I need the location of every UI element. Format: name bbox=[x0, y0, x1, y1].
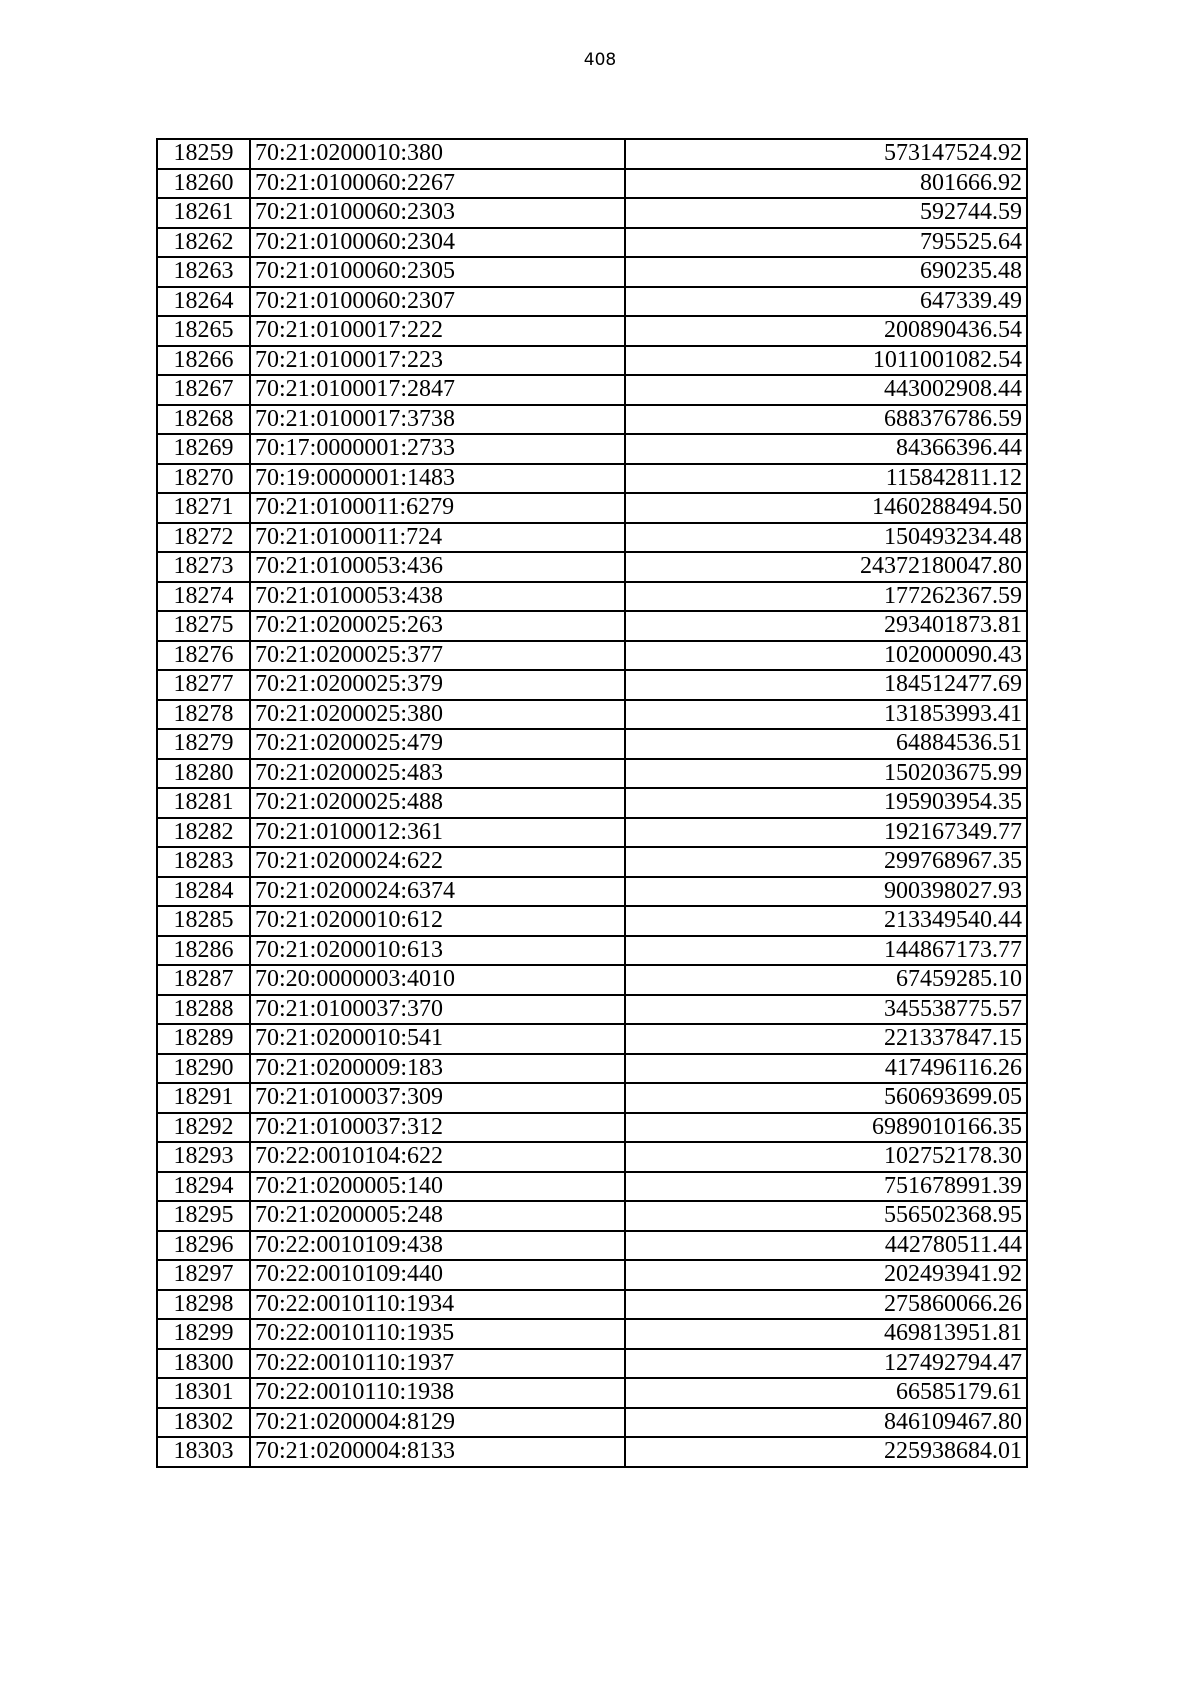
row-number-cell: 18261 bbox=[157, 198, 250, 228]
cadastral-value-cell: 202493941.92 bbox=[625, 1260, 1027, 1290]
table-row bbox=[157, 139, 1027, 169]
row-number-cell: 18278 bbox=[157, 700, 250, 730]
cadastral-number-cell: 70:21:0100060:2307 bbox=[250, 287, 625, 317]
cadastral-number-cell: 70:20:0000003:4010 bbox=[250, 965, 625, 995]
cadastral-number-cell: 70:21:0200009:183 bbox=[250, 1054, 625, 1084]
table-row bbox=[157, 1437, 1027, 1467]
table-row bbox=[157, 552, 1027, 582]
table-row bbox=[157, 1083, 1027, 1113]
row-number-cell: 18283 bbox=[157, 847, 250, 877]
row-number-cell: 18298 bbox=[157, 1290, 250, 1320]
table-row bbox=[157, 818, 1027, 848]
cadastral-number-cell: 70:21:0100017:3738 bbox=[250, 405, 625, 435]
cadastral-value-cell: 213349540.44 bbox=[625, 906, 1027, 936]
row-number-cell: 18277 bbox=[157, 670, 250, 700]
table-row bbox=[157, 316, 1027, 346]
table-row bbox=[157, 464, 1027, 494]
cadastral-number-cell: 70:22:0010104:622 bbox=[250, 1142, 625, 1172]
table-row bbox=[157, 1172, 1027, 1202]
cadastral-number-cell: 70:19:0000001:1483 bbox=[250, 464, 625, 494]
table-row bbox=[157, 287, 1027, 317]
cadastral-value-cell: 150203675.99 bbox=[625, 759, 1027, 789]
cadastral-number-cell: 70:21:0100060:2303 bbox=[250, 198, 625, 228]
cadastral-value-cell: 67459285.10 bbox=[625, 965, 1027, 995]
cadastral-value-cell: 144867173.77 bbox=[625, 936, 1027, 966]
cadastral-value-cell: 6989010166.35 bbox=[625, 1113, 1027, 1143]
row-number-cell: 18289 bbox=[157, 1024, 250, 1054]
cadastral-number-cell: 70:21:0200025:479 bbox=[250, 729, 625, 759]
row-number-cell: 18268 bbox=[157, 405, 250, 435]
cadastral-value-cell: 192167349.77 bbox=[625, 818, 1027, 848]
cadastral-number-cell: 70:21:0200010:380 bbox=[250, 139, 625, 169]
table-row bbox=[157, 877, 1027, 907]
cadastral-value-cell: 131853993.41 bbox=[625, 700, 1027, 730]
cadastral-value-cell: 443002908.44 bbox=[625, 375, 1027, 405]
row-number-cell: 18287 bbox=[157, 965, 250, 995]
cadastral-number-cell: 70:21:0100053:438 bbox=[250, 582, 625, 612]
cadastral-number-cell: 70:21:0100017:223 bbox=[250, 346, 625, 376]
cadastral-value-cell: 127492794.47 bbox=[625, 1349, 1027, 1379]
table-row bbox=[157, 965, 1027, 995]
cadastral-value-cell: 556502368.95 bbox=[625, 1201, 1027, 1231]
cadastral-value-cell: 64884536.51 bbox=[625, 729, 1027, 759]
cadastral-value-table bbox=[156, 138, 1028, 1468]
cadastral-number-cell: 70:21:0200025:380 bbox=[250, 700, 625, 730]
row-number-cell: 18262 bbox=[157, 228, 250, 258]
cadastral-number-cell: 70:21:0200025:488 bbox=[250, 788, 625, 818]
cadastral-value-cell: 221337847.15 bbox=[625, 1024, 1027, 1054]
cadastral-number-cell: 70:21:0100037:312 bbox=[250, 1113, 625, 1143]
table-row bbox=[157, 700, 1027, 730]
cadastral-value-cell: 200890436.54 bbox=[625, 316, 1027, 346]
table-row bbox=[157, 641, 1027, 671]
table-row bbox=[157, 1142, 1027, 1172]
cadastral-number-cell: 70:21:0100011:724 bbox=[250, 523, 625, 553]
table-row bbox=[157, 523, 1027, 553]
table-row bbox=[157, 906, 1027, 936]
cadastral-value-cell: 900398027.93 bbox=[625, 877, 1027, 907]
cadastral-number-cell: 70:21:0100060:2304 bbox=[250, 228, 625, 258]
table-row bbox=[157, 493, 1027, 523]
table-row bbox=[157, 729, 1027, 759]
cadastral-value-cell: 345538775.57 bbox=[625, 995, 1027, 1025]
cadastral-value-cell: 275860066.26 bbox=[625, 1290, 1027, 1320]
table-row bbox=[157, 759, 1027, 789]
table-row bbox=[157, 1054, 1027, 1084]
cadastral-number-cell: 70:22:0010109:438 bbox=[250, 1231, 625, 1261]
row-number-cell: 18279 bbox=[157, 729, 250, 759]
row-number-cell: 18272 bbox=[157, 523, 250, 553]
cadastral-number-cell: 70:21:0200004:8133 bbox=[250, 1437, 625, 1467]
cadastral-value-cell: 195903954.35 bbox=[625, 788, 1027, 818]
row-number-cell: 18266 bbox=[157, 346, 250, 376]
cadastral-number-cell: 70:21:0200025:377 bbox=[250, 641, 625, 671]
row-number-cell: 18273 bbox=[157, 552, 250, 582]
table-row bbox=[157, 1349, 1027, 1379]
cadastral-number-cell: 70:21:0200010:541 bbox=[250, 1024, 625, 1054]
page-number: 408 bbox=[583, 50, 617, 70]
table-row bbox=[157, 198, 1027, 228]
table-row bbox=[157, 375, 1027, 405]
cadastral-value-cell: 225938684.01 bbox=[625, 1437, 1027, 1467]
row-number-cell: 18275 bbox=[157, 611, 250, 641]
cadastral-value-cell: 469813951.81 bbox=[625, 1319, 1027, 1349]
cadastral-number-cell: 70:21:0100053:436 bbox=[250, 552, 625, 582]
cadastral-value-cell: 184512477.69 bbox=[625, 670, 1027, 700]
table-row bbox=[157, 1319, 1027, 1349]
cadastral-number-cell: 70:22:0010110:1934 bbox=[250, 1290, 625, 1320]
cadastral-number-cell: 70:22:0010110:1935 bbox=[250, 1319, 625, 1349]
row-number-cell: 18286 bbox=[157, 936, 250, 966]
row-number-cell: 18284 bbox=[157, 877, 250, 907]
row-number-cell: 18294 bbox=[157, 1172, 250, 1202]
row-number-cell: 18296 bbox=[157, 1231, 250, 1261]
row-number-cell: 18295 bbox=[157, 1201, 250, 1231]
table-row bbox=[157, 169, 1027, 199]
row-number-cell: 18285 bbox=[157, 906, 250, 936]
cadastral-number-cell: 70:21:0200025:483 bbox=[250, 759, 625, 789]
cadastral-value-cell: 795525.64 bbox=[625, 228, 1027, 258]
cadastral-number-cell: 70:21:0100037:309 bbox=[250, 1083, 625, 1113]
cadastral-value-cell: 647339.49 bbox=[625, 287, 1027, 317]
table-row bbox=[157, 405, 1027, 435]
cadastral-number-cell: 70:21:0200024:622 bbox=[250, 847, 625, 877]
row-number-cell: 18280 bbox=[157, 759, 250, 789]
cadastral-value-cell: 177262367.59 bbox=[625, 582, 1027, 612]
table-row bbox=[157, 611, 1027, 641]
table-row bbox=[157, 995, 1027, 1025]
cadastral-value-cell: 688376786.59 bbox=[625, 405, 1027, 435]
cadastral-value-cell: 24372180047.80 bbox=[625, 552, 1027, 582]
cadastral-number-cell: 70:17:0000001:2733 bbox=[250, 434, 625, 464]
row-number-cell: 18263 bbox=[157, 257, 250, 287]
table-row bbox=[157, 1231, 1027, 1261]
cadastral-value-cell: 150493234.48 bbox=[625, 523, 1027, 553]
table-row bbox=[157, 847, 1027, 877]
row-number-cell: 18293 bbox=[157, 1142, 250, 1172]
cadastral-number-cell: 70:21:0100017:2847 bbox=[250, 375, 625, 405]
row-number-cell: 18259 bbox=[157, 139, 250, 169]
cadastral-number-cell: 70:21:0200005:140 bbox=[250, 1172, 625, 1202]
cadastral-value-cell: 1011001082.54 bbox=[625, 346, 1027, 376]
row-number-cell: 18300 bbox=[157, 1349, 250, 1379]
cadastral-number-cell: 70:21:0200025:263 bbox=[250, 611, 625, 641]
table-row bbox=[157, 257, 1027, 287]
cadastral-value-cell: 592744.59 bbox=[625, 198, 1027, 228]
table-row bbox=[157, 1201, 1027, 1231]
row-number-cell: 18264 bbox=[157, 287, 250, 317]
cadastral-value-cell: 102752178.30 bbox=[625, 1142, 1027, 1172]
row-number-cell: 18260 bbox=[157, 169, 250, 199]
table-row bbox=[157, 936, 1027, 966]
row-number-cell: 18291 bbox=[157, 1083, 250, 1113]
cadastral-value-cell: 573147524.92 bbox=[625, 139, 1027, 169]
cadastral-number-cell: 70:21:0100060:2305 bbox=[250, 257, 625, 287]
cadastral-number-cell: 70:21:0200010:612 bbox=[250, 906, 625, 936]
cadastral-number-cell: 70:22:0010110:1937 bbox=[250, 1349, 625, 1379]
cadastral-number-cell: 70:21:0200024:6374 bbox=[250, 877, 625, 907]
table-row bbox=[157, 1024, 1027, 1054]
cadastral-value-cell: 293401873.81 bbox=[625, 611, 1027, 641]
cadastral-value-cell: 690235.48 bbox=[625, 257, 1027, 287]
row-number-cell: 18282 bbox=[157, 818, 250, 848]
table-row bbox=[157, 582, 1027, 612]
table-row bbox=[157, 1260, 1027, 1290]
table-row bbox=[157, 228, 1027, 258]
row-number-cell: 18265 bbox=[157, 316, 250, 346]
table-row bbox=[157, 670, 1027, 700]
row-number-cell: 18297 bbox=[157, 1260, 250, 1290]
row-number-cell: 18269 bbox=[157, 434, 250, 464]
cadastral-value-cell: 1460288494.50 bbox=[625, 493, 1027, 523]
cadastral-number-cell: 70:22:0010110:1938 bbox=[250, 1378, 625, 1408]
cadastral-value-cell: 751678991.39 bbox=[625, 1172, 1027, 1202]
cadastral-value-cell: 84366396.44 bbox=[625, 434, 1027, 464]
cadastral-number-cell: 70:21:0200010:613 bbox=[250, 936, 625, 966]
row-number-cell: 18301 bbox=[157, 1378, 250, 1408]
table-row bbox=[157, 788, 1027, 818]
row-number-cell: 18299 bbox=[157, 1319, 250, 1349]
row-number-cell: 18288 bbox=[157, 995, 250, 1025]
cadastral-number-cell: 70:21:0100012:361 bbox=[250, 818, 625, 848]
cadastral-value-cell: 299768967.35 bbox=[625, 847, 1027, 877]
cadastral-value-cell: 417496116.26 bbox=[625, 1054, 1027, 1084]
table-row bbox=[157, 1290, 1027, 1320]
cadastral-number-cell: 70:21:0100011:6279 bbox=[250, 493, 625, 523]
cadastral-value-cell: 846109467.80 bbox=[625, 1408, 1027, 1438]
cadastral-value-cell: 442780511.44 bbox=[625, 1231, 1027, 1261]
cadastral-number-cell: 70:21:0100060:2267 bbox=[250, 169, 625, 199]
row-number-cell: 18267 bbox=[157, 375, 250, 405]
row-number-cell: 18281 bbox=[157, 788, 250, 818]
cadastral-number-cell: 70:21:0100037:370 bbox=[250, 995, 625, 1025]
row-number-cell: 18274 bbox=[157, 582, 250, 612]
table-row bbox=[157, 1113, 1027, 1143]
row-number-cell: 18303 bbox=[157, 1437, 250, 1467]
cadastral-number-cell: 70:21:0100017:222 bbox=[250, 316, 625, 346]
table-row bbox=[157, 1408, 1027, 1438]
cadastral-number-cell: 70:22:0010109:440 bbox=[250, 1260, 625, 1290]
cadastral-number-cell: 70:21:0200005:248 bbox=[250, 1201, 625, 1231]
cadastral-value-cell: 102000090.43 bbox=[625, 641, 1027, 671]
row-number-cell: 18276 bbox=[157, 641, 250, 671]
row-number-cell: 18302 bbox=[157, 1408, 250, 1438]
cadastral-value-cell: 801666.92 bbox=[625, 169, 1027, 199]
row-number-cell: 18271 bbox=[157, 493, 250, 523]
cadastral-number-cell: 70:21:0200025:379 bbox=[250, 670, 625, 700]
row-number-cell: 18292 bbox=[157, 1113, 250, 1143]
cadastral-value-cell: 66585179.61 bbox=[625, 1378, 1027, 1408]
row-number-cell: 18290 bbox=[157, 1054, 250, 1084]
table-row bbox=[157, 434, 1027, 464]
table-row bbox=[157, 346, 1027, 376]
cadastral-number-cell: 70:21:0200004:8129 bbox=[250, 1408, 625, 1438]
cadastral-value-cell: 115842811.12 bbox=[625, 464, 1027, 494]
row-number-cell: 18270 bbox=[157, 464, 250, 494]
table-row bbox=[157, 1378, 1027, 1408]
cadastral-value-cell: 560693699.05 bbox=[625, 1083, 1027, 1113]
